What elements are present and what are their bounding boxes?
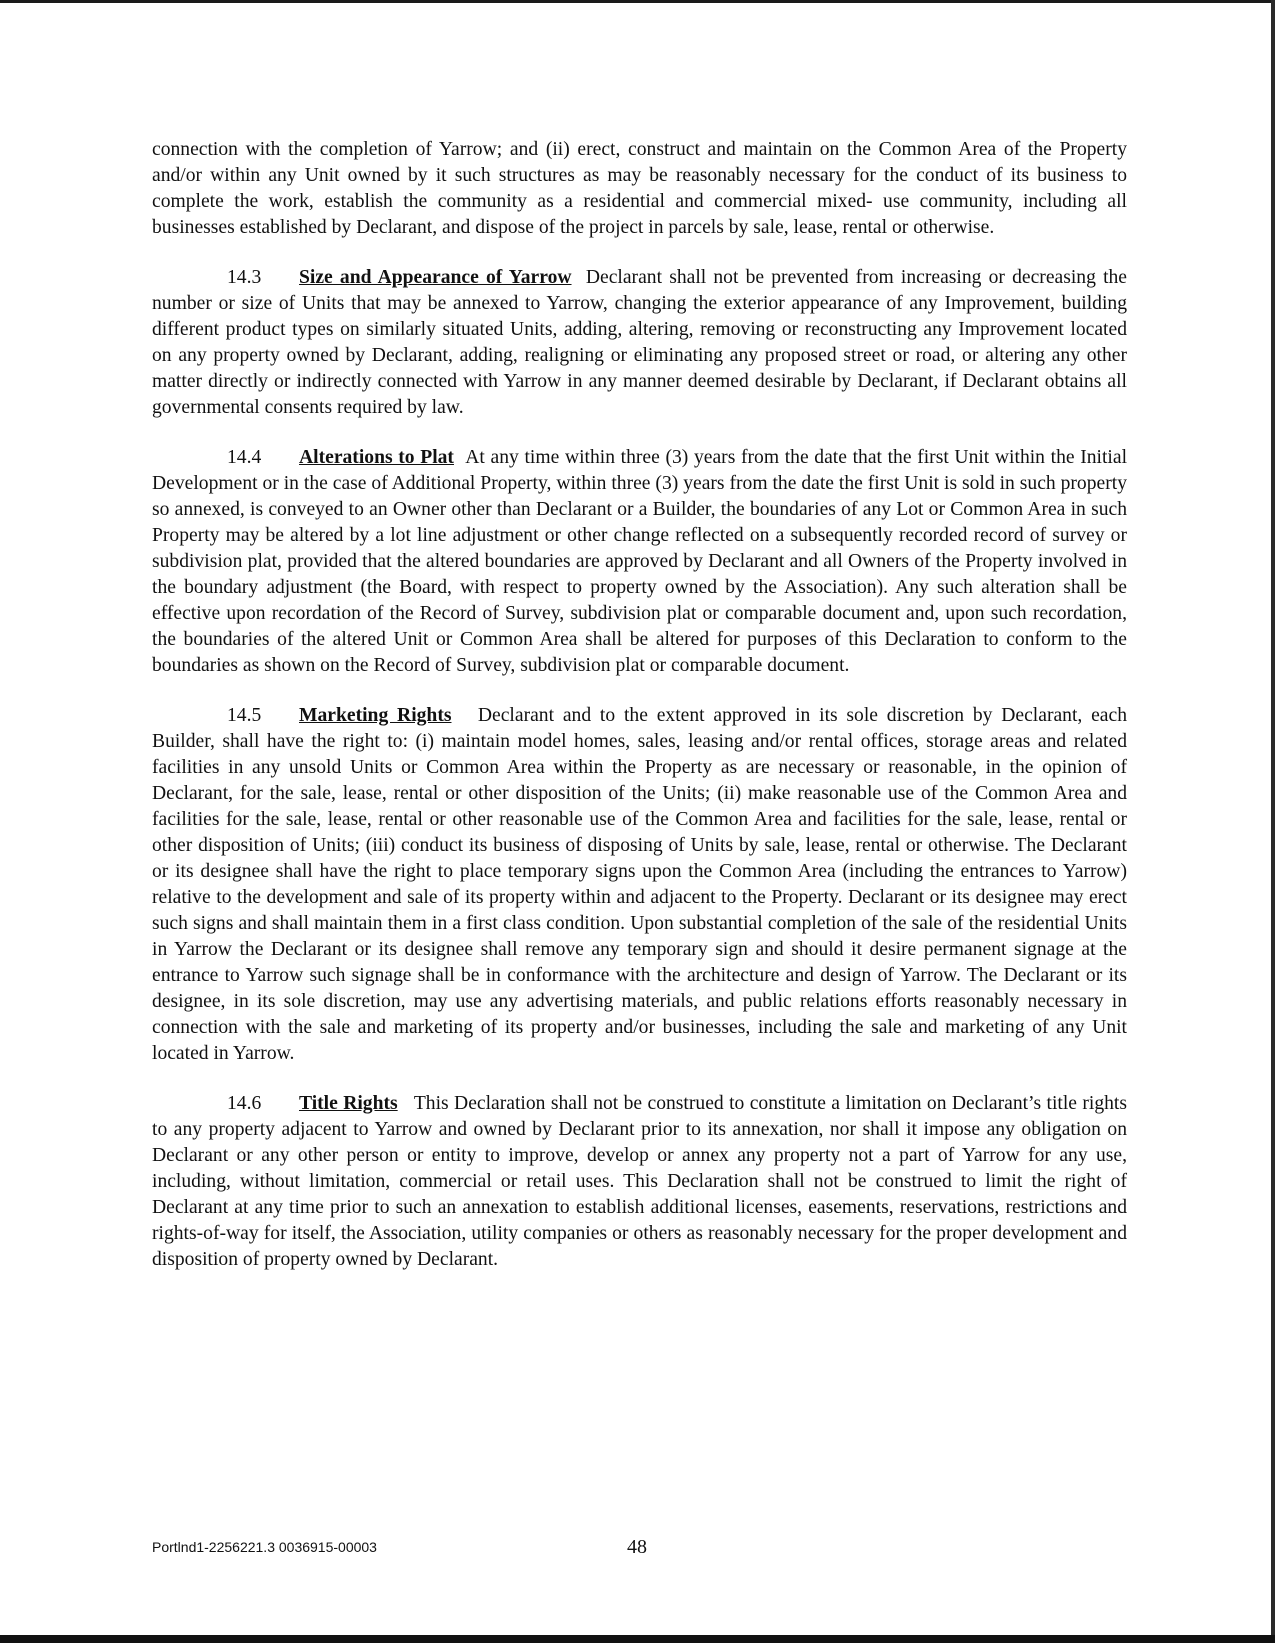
scan-edge-bottom xyxy=(0,1635,1275,1643)
section-body: Declarant and to the extent approved in its sole discretion by Declarant, each Builder, shall have the right to: (i) maintain model homes, sales, leasing and/or rental offices, storage areas and related facilities in any unsold Units or Common Area within the Property as are necessary or reasonable, in the opinion of Declarant, for the sale, lease, rental or other disposition of the Units; (ii) make reasonable use of the Common Area and facilities for the sale, lease, rental or other reasonable use of the Common Area and facilities for the sale, lease, rental or other disposition of Units; (iii) conduct its business of disposing of Units by sale, lease, rental or otherwise. The Declarant or its designee shall have the right to place temporary signs upon the Common Area (including the entrances to Yarrow) relative to the development and sale of its property within and adjacent to the Property. Declarant or its designee may erect such signs and shall maintain them in a first class condition. Upon substantial completion of the sale of the residential Units in Yarrow the Declarant or its designee shall remove any temporary sign and should it desire permanent signage at the entrance to Yarrow such signage shall be in conformance with the architecture and design of Yarrow. The Declarant or its designee, in its sole discretion, may use any advertising materials, and public relations efforts reasonably necessary in connection with the sale and marketing of its property and/or businesses, including the sale and marketing of any Unit located in Yarrow. xyxy=(152,705,1127,1064)
scan-edge-right xyxy=(1271,0,1275,1643)
section-number: 14.4 xyxy=(227,447,262,468)
section-body: At any time within three (3) years from the date that the first Unit within the Initial Development or in the case of Additional Property, within three (3) years from the date the first Unit is sold in such property so annexed, is conveyed to an Owner other than Declarant or a Builder, the boundaries of any Lot or Common Area in such Property may be altered by a lot line adjustment or other change reflected on a subsequently recorded record of survey or subdivision plat, provided that the altered boundaries are approved by Declarant and all Owners of the Property involved in the boundary adjustment (the Board, with respect to property owned by the Association). Any such alteration shall be effective upon recordation of the Record of Survey, subdivision plat or comparable document and, upon such recordation, the boundaries of the altered Unit or Common Area shall be altered for purposes of this Declaration to conform to the boundaries as shown on the Record of Survey, subdivision plat or comparable document. xyxy=(152,447,1128,676)
section-body: Declarant shall not be prevented from increasing or decreasing the number or size of Units that may be annexed to Yarrow, changing the exterior appearance of any Improvement, building different product types on similarly situated Units, adding, altering, removing or reconstructing any Improvement located on any property owned by Declarant, adding, realigning or eliminating any proposed street or road, or altering any other matter directly or indirectly connected with Yarrow in any manner deemed desirable by Declarant, if Declarant obtains all governmental consents required by law. xyxy=(152,267,1128,418)
section-heading: Size and Appearance of Yarrow xyxy=(299,267,572,288)
section-heading: Marketing Rights xyxy=(299,705,452,726)
continuation-paragraph: connection with the completion of Yarrow; and (ii) erect, construct and maintain on the Common Area of the Property and/or within any Unit owned by it such structures as may be reasonably necessary for the conduct of its business to complete the work, establish the community as a residential and commercial mixed- use community, including all businesses established by Declarant, and dispose of the project in parcels by sale, lease, rental or otherwise. xyxy=(152,139,1127,238)
section-number: 14.3 xyxy=(227,267,262,288)
section-heading: Alterations to Plat xyxy=(299,447,454,468)
section-number: 14.6 xyxy=(227,1093,262,1114)
document-page xyxy=(152,137,1127,1297)
section-14-4 xyxy=(152,445,1127,679)
section-14-5 xyxy=(152,703,1127,1067)
page-number: 48 xyxy=(627,1536,647,1558)
document-id: Portlnd1-2256221.3 0036915-00003 xyxy=(152,1539,377,1555)
scan-edge-top xyxy=(0,0,1275,3)
page-footer xyxy=(152,1536,1127,1560)
section-number: 14.5 xyxy=(227,705,262,726)
section-body: This Declaration shall not be construed to constitute a limitation on Declarant’s title rights to any property adjacent to Yarrow and owned by Declarant prior to its annexation, nor shall it impose any obligation on Declarant or any other person or entity to improve, develop or annex any property not a part of Yarrow for any use, including, without limitation, commercial or retail uses. This Declaration shall not be construed to limit the right of Declarant at any time prior to such an annexation to establish additional licenses, easements, reservations, restrictions and rights-of-way for itself, the Association, utility companies or others as reasonably necessary for the proper development and disposition of property owned by Declarant. xyxy=(152,1093,1127,1270)
section-14-3 xyxy=(152,265,1127,421)
section-heading: Title Rights xyxy=(299,1093,398,1114)
section-14-6 xyxy=(152,1091,1127,1273)
